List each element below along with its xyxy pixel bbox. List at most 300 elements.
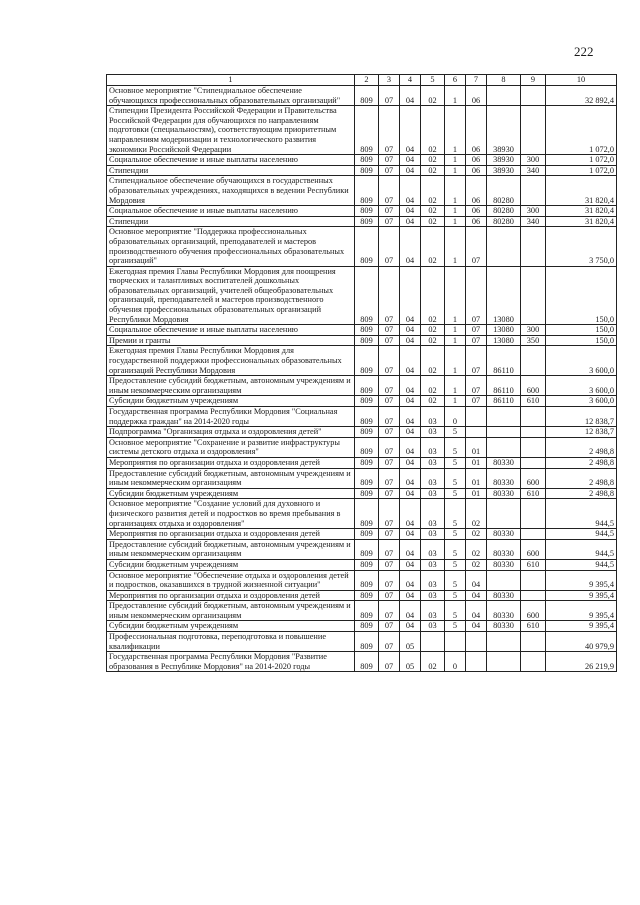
row-name-cell: Субсидии бюджетным учреждениям <box>107 559 355 570</box>
code-cell: 809 <box>355 176 379 206</box>
code-cell <box>521 457 546 468</box>
table-row <box>107 165 617 176</box>
code-cell: 07 <box>379 457 400 468</box>
row-name-cell: Государственная программа Республики Мордовия "Развитие образования в Республике Мордовия" на 2014-2020 годы <box>107 652 355 672</box>
code-cell: 610 <box>521 396 546 407</box>
code-cell: 5 <box>445 488 466 499</box>
code-cell: 610 <box>521 559 546 570</box>
code-cell: 809 <box>355 601 379 621</box>
code-cell <box>521 437 546 457</box>
code-cell: 04 <box>400 590 421 601</box>
row-name-cell: Стипендиальное обеспечение обучающихся в государственных образовательных учреждениях, находящихся в ведении Республики Мордовия <box>107 176 355 206</box>
code-cell: 07 <box>379 407 400 427</box>
code-cell: 04 <box>400 559 421 570</box>
code-cell: 02 <box>421 216 445 227</box>
amount-cell: 944,5 <box>546 539 617 559</box>
code-cell: 1 <box>445 346 466 376</box>
code-cell: 1 <box>445 227 466 266</box>
table-row <box>107 621 617 632</box>
amount-cell: 1 072,0 <box>546 165 617 176</box>
code-cell: 01 <box>466 457 487 468</box>
code-cell: 04 <box>400 325 421 336</box>
code-cell: 600 <box>521 601 546 621</box>
code-cell: 07 <box>379 266 400 325</box>
code-cell: 809 <box>355 227 379 266</box>
code-cell: 5 <box>445 621 466 632</box>
code-cell: 809 <box>355 407 379 427</box>
code-cell: 809 <box>355 488 379 499</box>
code-cell: 04 <box>400 499 421 529</box>
code-cell <box>466 427 487 438</box>
code-cell: 01 <box>466 468 487 488</box>
table-row <box>107 590 617 601</box>
table-row <box>107 437 617 457</box>
row-name-cell: Основное мероприятие "Стипендиальное обеспечение обучающихся профессиональных образовательных организаций" <box>107 86 355 106</box>
row-name-cell: Субсидии бюджетным учреждениям <box>107 488 355 499</box>
code-cell: 809 <box>355 539 379 559</box>
code-cell: 06 <box>466 165 487 176</box>
code-cell: 809 <box>355 590 379 601</box>
code-cell: 02 <box>421 335 445 346</box>
column-header: 5 <box>421 75 445 86</box>
code-cell: 07 <box>379 155 400 166</box>
code-cell: 04 <box>400 601 421 621</box>
code-cell: 13080 <box>487 266 521 325</box>
column-header: 8 <box>487 75 521 86</box>
code-cell: 02 <box>421 155 445 166</box>
code-cell <box>521 176 546 206</box>
code-cell: 02 <box>421 206 445 217</box>
budget-table <box>106 74 617 672</box>
code-cell: 04 <box>400 529 421 540</box>
code-cell: 86110 <box>487 396 521 407</box>
amount-cell: 1 072,0 <box>546 155 617 166</box>
code-cell <box>521 652 546 672</box>
table-row <box>107 176 617 206</box>
amount-cell: 3 750,0 <box>546 227 617 266</box>
code-cell: 07 <box>466 335 487 346</box>
table-row <box>107 468 617 488</box>
code-cell: 03 <box>421 601 445 621</box>
code-cell: 03 <box>421 559 445 570</box>
code-cell: 03 <box>421 539 445 559</box>
row-name-cell: Основное мероприятие "Создание условий для духовного и физического развития детей и подростков во время пребывания в организациях отдыха и оздоровления" <box>107 499 355 529</box>
code-cell: 04 <box>400 468 421 488</box>
code-cell: 07 <box>379 227 400 266</box>
table-row <box>107 488 617 499</box>
code-cell: 06 <box>466 216 487 227</box>
code-cell: 340 <box>521 216 546 227</box>
code-cell: 809 <box>355 216 379 227</box>
code-cell: 02 <box>421 325 445 336</box>
table-row <box>107 652 617 672</box>
code-cell: 04 <box>400 570 421 590</box>
code-cell: 809 <box>355 437 379 457</box>
code-cell: 04 <box>466 570 487 590</box>
code-cell: 02 <box>421 266 445 325</box>
code-cell: 03 <box>421 621 445 632</box>
code-cell: 5 <box>445 529 466 540</box>
row-name-cell: Ежегодная премия Главы Республики Мордовия для государственной поддержки профессиональных образовательных организаций Республики Мордовия <box>107 346 355 376</box>
row-name-cell: Социальное обеспечение и иные выплаты населению <box>107 206 355 217</box>
code-cell: 03 <box>421 488 445 499</box>
code-cell: 04 <box>400 407 421 427</box>
code-cell: 809 <box>355 632 379 652</box>
code-cell: 5 <box>445 570 466 590</box>
code-cell: 07 <box>379 376 400 396</box>
column-header: 4 <box>400 75 421 86</box>
row-name-cell: Субсидии бюджетным учреждениям <box>107 396 355 407</box>
row-name-cell: Предоставление субсидий бюджетным, автономным учреждениям и иным некоммерческим организациям <box>107 601 355 621</box>
code-cell <box>487 499 521 529</box>
table-row <box>107 206 617 217</box>
table-row <box>107 539 617 559</box>
code-cell: 07 <box>379 488 400 499</box>
code-cell: 809 <box>355 570 379 590</box>
code-cell <box>466 407 487 427</box>
code-cell: 05 <box>400 652 421 672</box>
row-name-cell: Основное мероприятие "Обеспечение отдыха и оздоровления детей и подростков, оказавшихся в трудной жизненной ситуации" <box>107 570 355 590</box>
code-cell: 809 <box>355 652 379 672</box>
code-cell: 5 <box>445 468 466 488</box>
code-cell <box>521 632 546 652</box>
code-cell: 01 <box>466 488 487 499</box>
code-cell: 07 <box>379 106 400 155</box>
code-cell: 80330 <box>487 621 521 632</box>
code-cell <box>521 227 546 266</box>
code-cell: 80330 <box>487 539 521 559</box>
row-name-cell: Мероприятия по организации отдыха и оздоровления детей <box>107 457 355 468</box>
code-cell: 04 <box>400 106 421 155</box>
code-cell <box>521 590 546 601</box>
code-cell: 809 <box>355 499 379 529</box>
code-cell: 809 <box>355 376 379 396</box>
column-header: 6 <box>445 75 466 86</box>
code-cell: 05 <box>400 632 421 652</box>
table-row <box>107 325 617 336</box>
code-cell: 07 <box>379 206 400 217</box>
row-name-cell: Ежегодная премия Главы Республики Мордовия для поощрения творческих и талантливых воспитателей дошкольных образовательных организаций, учителей общеобразовательных организаций, преподавателей и мастеров производственного обучения профессиональных образовательных организаций Республики Мордовия <box>107 266 355 325</box>
code-cell: 07 <box>379 499 400 529</box>
row-name-cell: Субсидии бюджетным учреждениям <box>107 621 355 632</box>
amount-cell: 944,5 <box>546 559 617 570</box>
code-cell: 06 <box>466 86 487 106</box>
code-cell <box>487 570 521 590</box>
code-cell: 0 <box>445 407 466 427</box>
row-name-cell: Премии и гранты <box>107 335 355 346</box>
code-cell: 03 <box>421 468 445 488</box>
code-cell: 07 <box>466 346 487 376</box>
row-name-cell: Профессиональная подготовка, переподготовка и повышение квалификации <box>107 632 355 652</box>
amount-cell: 3 600,0 <box>546 396 617 407</box>
code-cell: 809 <box>355 165 379 176</box>
table-row <box>107 407 617 427</box>
amount-cell: 31 820,4 <box>546 206 617 217</box>
code-cell: 600 <box>521 468 546 488</box>
table-row <box>107 427 617 438</box>
amount-cell: 12 838,7 <box>546 407 617 427</box>
code-cell: 13080 <box>487 335 521 346</box>
code-cell: 1 <box>445 165 466 176</box>
code-cell: 04 <box>400 165 421 176</box>
code-cell: 07 <box>379 325 400 336</box>
code-cell: 03 <box>421 407 445 427</box>
table-row <box>107 457 617 468</box>
code-cell: 07 <box>379 590 400 601</box>
column-header: 10 <box>546 75 617 86</box>
code-cell <box>487 407 521 427</box>
table-row <box>107 559 617 570</box>
code-cell: 02 <box>421 106 445 155</box>
code-cell: 80330 <box>487 559 521 570</box>
table-row <box>107 155 617 166</box>
amount-cell: 26 219,9 <box>546 652 617 672</box>
code-cell: 02 <box>421 346 445 376</box>
code-cell: 02 <box>421 176 445 206</box>
code-cell: 80280 <box>487 176 521 206</box>
code-cell: 80330 <box>487 601 521 621</box>
code-cell: 03 <box>421 457 445 468</box>
code-cell: 5 <box>445 427 466 438</box>
code-cell: 04 <box>466 621 487 632</box>
code-cell: 809 <box>355 206 379 217</box>
code-cell: 02 <box>466 559 487 570</box>
code-cell: 809 <box>355 396 379 407</box>
code-cell: 03 <box>421 529 445 540</box>
code-cell: 5 <box>445 559 466 570</box>
code-cell: 600 <box>521 539 546 559</box>
code-cell: 04 <box>400 437 421 457</box>
code-cell <box>487 437 521 457</box>
code-cell <box>521 106 546 155</box>
code-cell: 5 <box>445 539 466 559</box>
code-cell: 07 <box>379 601 400 621</box>
amount-cell: 150,0 <box>546 325 617 336</box>
code-cell: 03 <box>421 427 445 438</box>
code-cell: 04 <box>400 206 421 217</box>
code-cell: 04 <box>400 488 421 499</box>
code-cell: 07 <box>379 396 400 407</box>
code-cell: 03 <box>421 437 445 457</box>
code-cell: 04 <box>400 86 421 106</box>
code-cell: 86110 <box>487 346 521 376</box>
row-name-cell: Подпрограмма "Организация отдыха и оздоровления детей" <box>107 427 355 438</box>
code-cell: 610 <box>521 488 546 499</box>
code-cell: 86110 <box>487 376 521 396</box>
code-cell: 5 <box>445 457 466 468</box>
amount-cell: 9 395,4 <box>546 621 617 632</box>
table-row <box>107 570 617 590</box>
code-cell: 04 <box>400 376 421 396</box>
code-cell: 809 <box>355 325 379 336</box>
code-cell: 809 <box>355 335 379 346</box>
code-cell: 07 <box>379 539 400 559</box>
code-cell: 03 <box>421 499 445 529</box>
code-cell: 1 <box>445 376 466 396</box>
code-cell: 07 <box>379 621 400 632</box>
code-cell: 5 <box>445 590 466 601</box>
row-name-cell: Основное мероприятие "Сохранение и развитие инфраструктуры системы детского отдыха и оздоровления" <box>107 437 355 457</box>
row-name-cell: Социальное обеспечение и иные выплаты населению <box>107 155 355 166</box>
code-cell: 38930 <box>487 155 521 166</box>
code-cell: 1 <box>445 335 466 346</box>
code-cell: 07 <box>379 346 400 376</box>
amount-cell: 2 498,8 <box>546 457 617 468</box>
code-cell: 809 <box>355 468 379 488</box>
table-body <box>107 86 617 672</box>
table-row <box>107 266 617 325</box>
code-cell: 1 <box>445 86 466 106</box>
code-cell: 02 <box>421 376 445 396</box>
row-name-cell: Предоставление субсидий бюджетным, автономным учреждениям и иным некоммерческим организациям <box>107 539 355 559</box>
code-cell <box>487 652 521 672</box>
row-name-cell: Мероприятия по организации отдыха и оздоровления детей <box>107 529 355 540</box>
code-cell: 04 <box>400 335 421 346</box>
code-cell: 07 <box>379 570 400 590</box>
amount-cell: 944,5 <box>546 529 617 540</box>
code-cell: 04 <box>400 621 421 632</box>
code-cell: 07 <box>466 325 487 336</box>
table-row <box>107 346 617 376</box>
code-cell: 07 <box>379 165 400 176</box>
code-cell: 1 <box>445 176 466 206</box>
table-row <box>107 376 617 396</box>
code-cell: 5 <box>445 601 466 621</box>
code-cell: 300 <box>521 206 546 217</box>
table-row <box>107 86 617 106</box>
code-cell: 1 <box>445 106 466 155</box>
code-cell: 80330 <box>487 488 521 499</box>
code-cell: 809 <box>355 346 379 376</box>
code-cell: 07 <box>466 396 487 407</box>
column-header: 7 <box>466 75 487 86</box>
code-cell <box>521 570 546 590</box>
code-cell: 80330 <box>487 457 521 468</box>
amount-cell: 12 838,7 <box>546 427 617 438</box>
row-name-cell: Государственная программа Республики Мордовия "Социальная поддержка граждан" на 2014-2020 годы <box>107 407 355 427</box>
row-name-cell: Основное мероприятие "Поддержка профессиональных образовательных организаций, преподавателей и мастеров производственного обучения профессиональных образовательных организаций" <box>107 227 355 266</box>
code-cell: 04 <box>466 601 487 621</box>
row-name-cell: Стипендии <box>107 216 355 227</box>
code-cell: 300 <box>521 155 546 166</box>
code-cell: 02 <box>421 396 445 407</box>
code-cell: 07 <box>379 216 400 227</box>
code-cell <box>466 632 487 652</box>
table-row <box>107 335 617 346</box>
amount-cell: 9 395,4 <box>546 601 617 621</box>
code-cell <box>521 529 546 540</box>
code-cell: 809 <box>355 86 379 106</box>
code-cell: 1 <box>445 155 466 166</box>
code-cell <box>487 86 521 106</box>
code-cell: 38930 <box>487 165 521 176</box>
code-cell: 04 <box>400 216 421 227</box>
code-cell: 80330 <box>487 529 521 540</box>
code-cell: 04 <box>400 155 421 166</box>
code-cell: 340 <box>521 165 546 176</box>
amount-cell: 2 498,8 <box>546 468 617 488</box>
code-cell: 04 <box>400 227 421 266</box>
code-cell: 1 <box>445 216 466 227</box>
code-cell: 04 <box>400 346 421 376</box>
code-cell: 04 <box>400 266 421 325</box>
code-cell: 80280 <box>487 216 521 227</box>
code-cell: 02 <box>421 86 445 106</box>
row-name-cell: Мероприятия по организации отдыха и оздоровления детей <box>107 590 355 601</box>
code-cell: 04 <box>400 176 421 206</box>
amount-cell: 32 892,4 <box>546 86 617 106</box>
table-row <box>107 601 617 621</box>
code-cell: 07 <box>379 335 400 346</box>
code-cell: 07 <box>379 529 400 540</box>
code-cell: 809 <box>355 427 379 438</box>
code-cell <box>487 632 521 652</box>
table-row <box>107 499 617 529</box>
table-row <box>107 216 617 227</box>
row-name-cell: Стипендии Президента Российской Федерации и Правительства Российской Федерации для обучающихся по направлениям подготовки (специальностям), соответствующим приоритетным направлениям модернизации и технологического развития экономики Российской Федерации <box>107 106 355 155</box>
code-cell: 04 <box>400 427 421 438</box>
amount-cell: 3 600,0 <box>546 346 617 376</box>
code-cell: 1 <box>445 325 466 336</box>
row-name-cell: Предоставление субсидий бюджетным, автономным учреждениям и иным некоммерческим организациям <box>107 376 355 396</box>
amount-cell: 31 820,4 <box>546 216 617 227</box>
page-number: 222 <box>574 44 594 59</box>
code-cell: 07 <box>379 632 400 652</box>
amount-cell: 9 395,4 <box>546 570 617 590</box>
code-cell: 04 <box>466 590 487 601</box>
code-cell: 07 <box>379 427 400 438</box>
amount-cell: 9 395,4 <box>546 590 617 601</box>
code-cell: 300 <box>521 325 546 336</box>
code-cell: 02 <box>421 652 445 672</box>
code-cell: 07 <box>379 468 400 488</box>
code-cell <box>466 652 487 672</box>
code-cell: 5 <box>445 437 466 457</box>
code-cell: 02 <box>421 227 445 266</box>
code-cell: 350 <box>521 335 546 346</box>
code-cell: 03 <box>421 590 445 601</box>
table-row <box>107 396 617 407</box>
code-cell: 07 <box>466 227 487 266</box>
code-cell: 809 <box>355 457 379 468</box>
code-cell: 1 <box>445 266 466 325</box>
code-cell: 809 <box>355 155 379 166</box>
code-cell: 809 <box>355 559 379 570</box>
header-row <box>107 75 617 86</box>
code-cell: 02 <box>421 165 445 176</box>
code-cell: 01 <box>466 437 487 457</box>
code-cell: 600 <box>521 376 546 396</box>
code-cell: 809 <box>355 106 379 155</box>
code-cell: 07 <box>379 559 400 570</box>
code-cell: 07 <box>379 86 400 106</box>
code-cell: 13080 <box>487 325 521 336</box>
column-header: 9 <box>521 75 546 86</box>
code-cell: 07 <box>379 437 400 457</box>
code-cell <box>521 499 546 529</box>
code-cell: 610 <box>521 621 546 632</box>
table-row <box>107 227 617 266</box>
amount-cell: 944,5 <box>546 499 617 529</box>
row-name-cell: Социальное обеспечение и иные выплаты населению <box>107 325 355 336</box>
amount-cell: 2 498,8 <box>546 488 617 499</box>
table-row <box>107 106 617 155</box>
code-cell: 06 <box>466 176 487 206</box>
column-header: 2 <box>355 75 379 86</box>
amount-cell: 31 820,4 <box>546 176 617 206</box>
code-cell: 03 <box>421 570 445 590</box>
column-header: 1 <box>107 75 355 86</box>
